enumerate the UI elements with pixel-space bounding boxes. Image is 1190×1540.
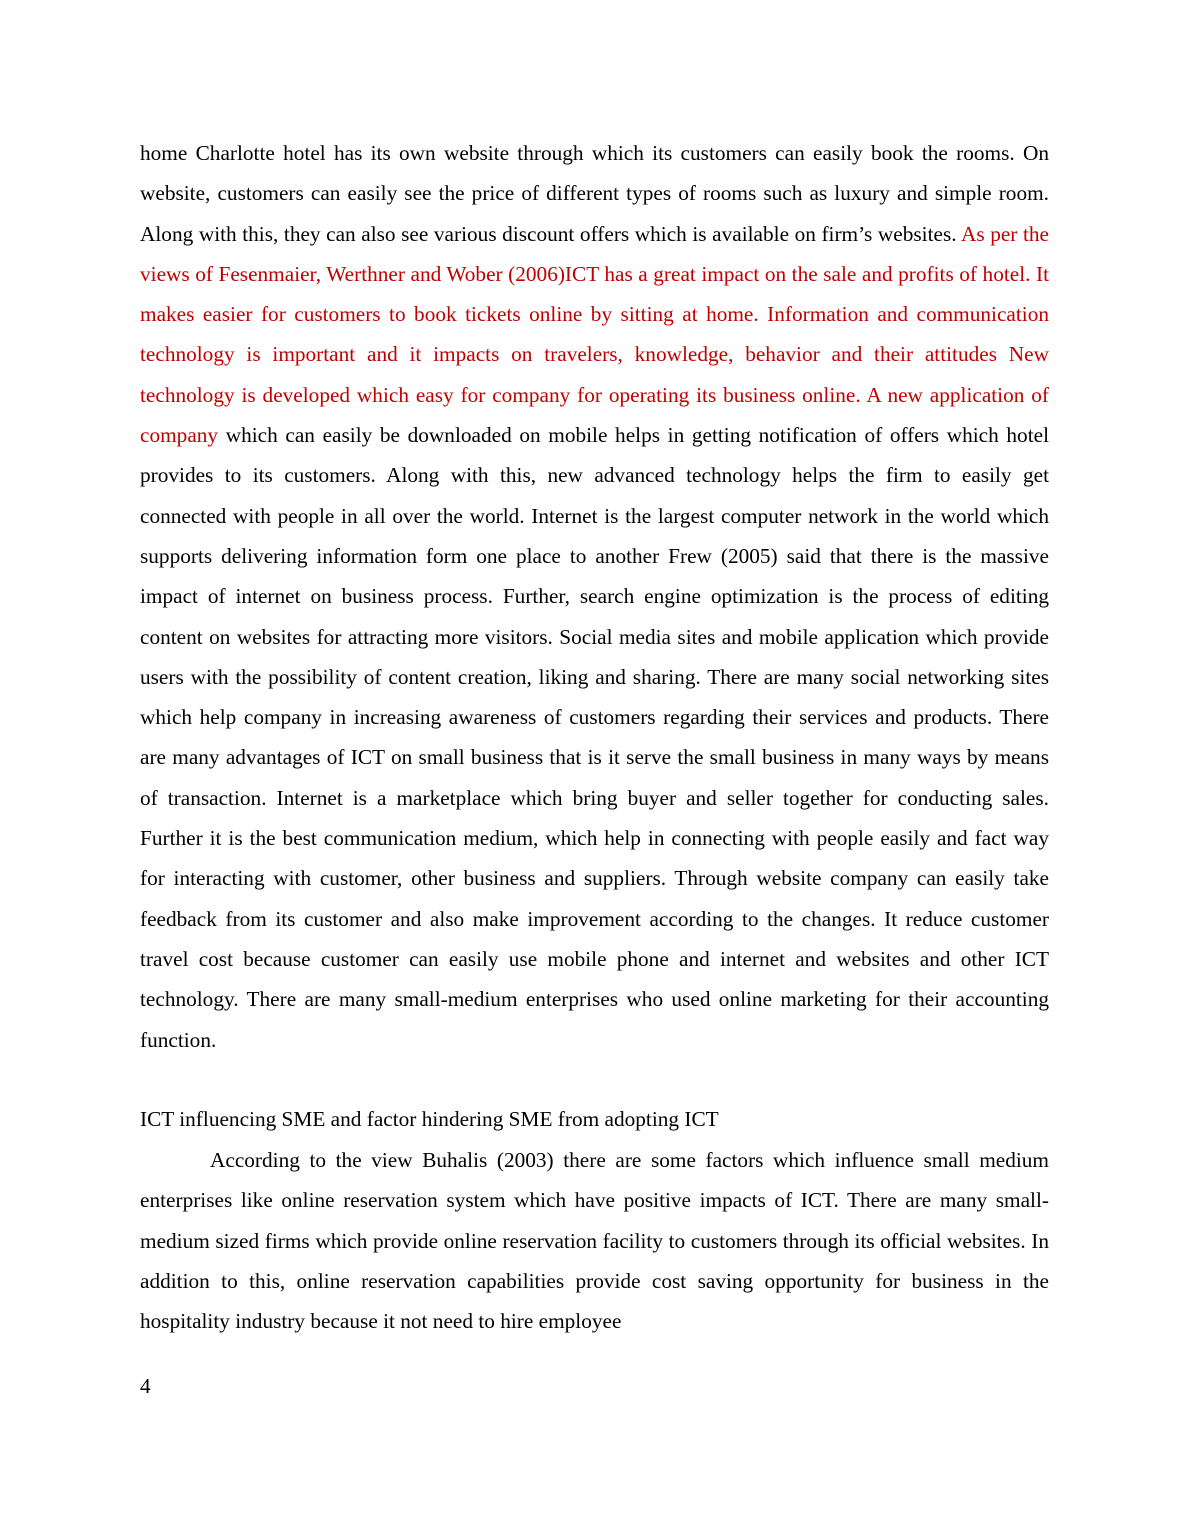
paragraph-1-text-end: which can easily be downloaded on mobile helps in getting notification of offers which hotel provides to its customers. Along with this, new advanced technology helps the firm to easily get connected with people in all over the world. Internet is the largest computer network in the world which supports delivering information form one place to another Frew (2005) said that there is the massive impact of internet on business process. Further, search engine optimization is the process of editing content on websites for attracting more visitors. Social media sites and mobile application which provide users with the possibility of content creation, liking and sharing. There are many social networking sites which help company in increasing awareness of customers regarding their services and products. There are many advantages of ICT on small business that is it serve the small business in many ways by means of transaction. Internet is a marketplace which bring buyer and seller together for conducting sales. Further it is the best communication medium, which help in connecting with people easily and fact way for interacting with customer, other business and suppliers. Through website company can easily take feedback from its customer and also make improvement according to the changes. It reduce customer travel cost because customer can easily use mobile phone and internet and websites and other ICT technology. There are many small-medium enterprises who used online marketing for their accounting function. bbox=[140, 423, 1049, 1052]
section-heading: ICT influencing SME and factor hindering SME from adopting ICT bbox=[140, 1107, 719, 1131]
body-paragraph-1 bbox=[140, 133, 1049, 1060]
page-number: 4 bbox=[140, 1374, 151, 1398]
body-paragraph-2: According to the view Buhalis (2003) there are some factors which influence small medium enterprises like online reservation system which have positive impacts of ICT. There are many small-medium sized firms which provide online reservation facility to customers through its official websites. In addition to this, online reservation capabilities provide cost saving opportunity for business in the hospitality industry because it not need to hire employee bbox=[140, 1148, 1049, 1334]
paragraph-1-red-highlight: As per the views of Fesenmaier, Werthner and Wober (2006)ICT has a great impact on the sale and profits of hotel. It makes easier for customers to book tickets online by sitting at home. Information and communication technology is important and it impacts on travelers, knowledge, behavior and their attitudes New technology is developed which easy for company for operating its business online. A new application of company bbox=[140, 221, 1049, 448]
paragraph-1-text-start: home Charlotte hotel has its own website through which its customers can easily book the rooms. On website, customers can easily see the price of different types of rooms such as luxury and simple room. Along with this, they can also see various discount offers which is available on firm’s websites. bbox=[140, 141, 1049, 246]
